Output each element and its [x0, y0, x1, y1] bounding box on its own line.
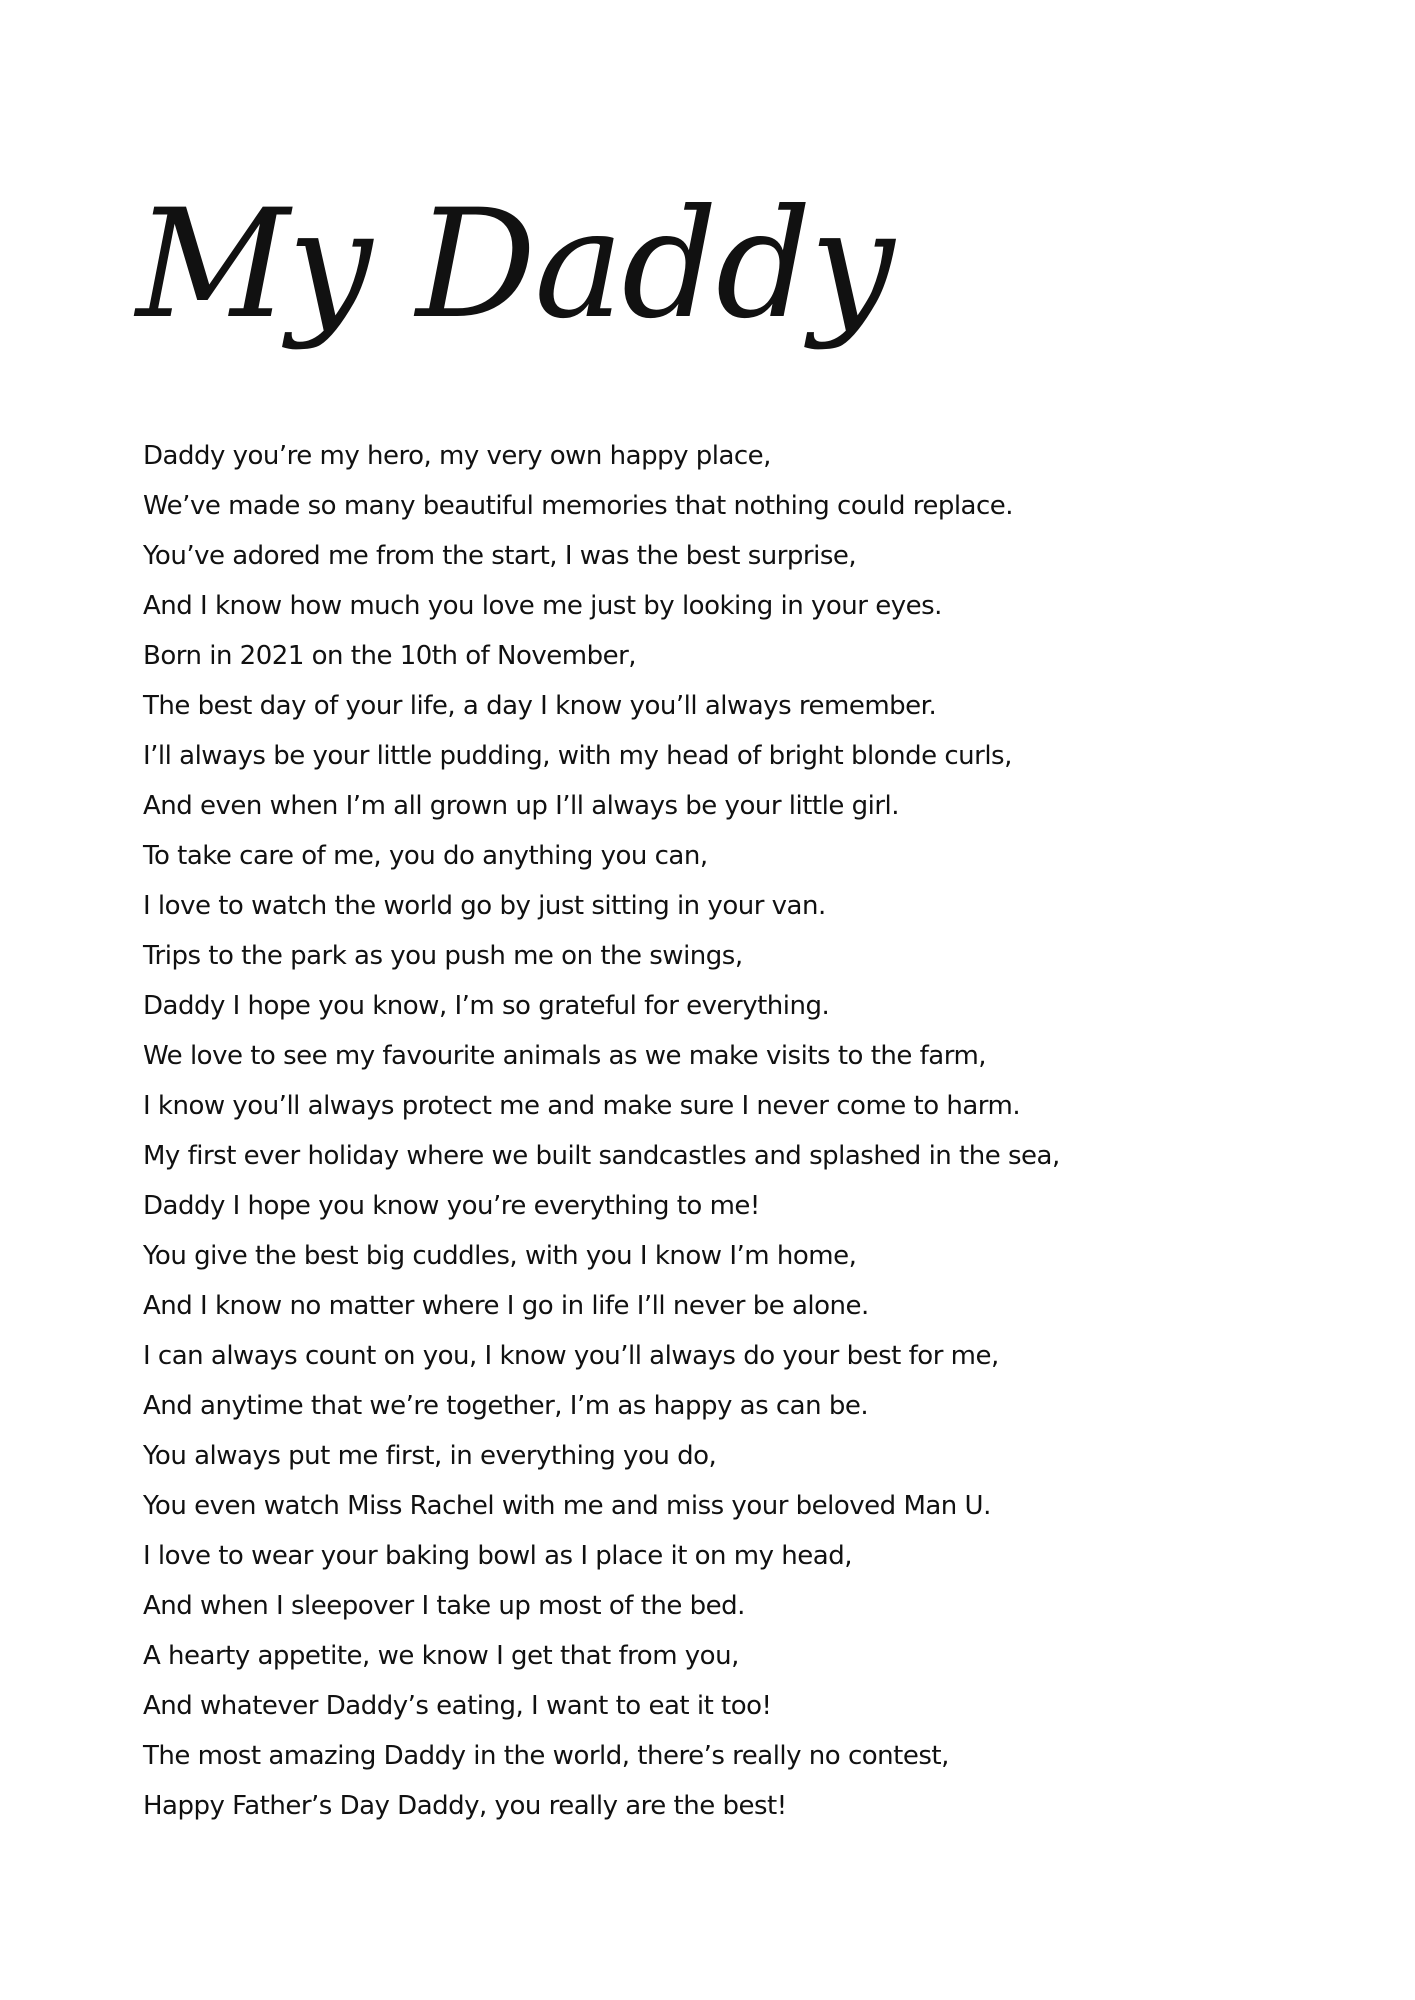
- poem-line: And I know no matter where I go in life I’ll never be alone.: [143, 1291, 869, 1321]
- poem-line: Daddy you’re my hero, my very own happy place,: [143, 441, 771, 471]
- poem-line: Happy Father’s Day Daddy, you really are the best!: [143, 1791, 787, 1821]
- poem-line: The most amazing Daddy in the world, there’s really no contest,: [143, 1741, 949, 1771]
- poem-line: I’ll always be your little pudding, with my head of bright blonde curls,: [143, 741, 1012, 771]
- poem-line: I love to watch the world go by just sitting in your van.: [143, 891, 826, 921]
- poem-line: And even when I’m all grown up I’ll always be your little girl.: [143, 791, 900, 821]
- poem-line: Trips to the park as you push me on the swings,: [143, 941, 743, 971]
- poem-line: We’ve made so many beautiful memories that nothing could replace.: [143, 491, 1014, 521]
- poem-line: Daddy I hope you know you’re everything to me!: [143, 1191, 760, 1221]
- poem-lines: [143, 431, 1060, 1831]
- poem-line: And when I sleepover I take up most of the bed.: [143, 1591, 745, 1621]
- poem-line: A hearty appetite, we know I get that from you,: [143, 1641, 739, 1671]
- poem-line: You always put me first, in everything you do,: [143, 1441, 717, 1471]
- poem-line: And whatever Daddy’s eating, I want to eat it too!: [143, 1691, 772, 1721]
- poem-line: I love to wear your baking bowl as I place it on my head,: [143, 1541, 852, 1571]
- poem-line: You give the best big cuddles, with you I know I’m home,: [143, 1241, 857, 1271]
- poem-line: The best day of your life, a day I know you’ll always remember.: [143, 691, 937, 721]
- poem-line: Daddy I hope you know, I’m so grateful for everything.: [143, 991, 830, 1021]
- poem-line: We love to see my favourite animals as we make visits to the farm,: [143, 1041, 987, 1071]
- poem-line: Born in 2021 on the 10th of November,: [143, 641, 637, 671]
- poem-line: And I know how much you love me just by looking in your eyes.: [143, 591, 942, 621]
- poem-line: My first ever holiday where we built sandcastles and splashed in the sea,: [143, 1141, 1060, 1171]
- poem-line: You even watch Miss Rachel with me and miss your beloved Man U.: [143, 1491, 991, 1521]
- poem-line: I can always count on you, I know you’ll always do your best for me,: [143, 1341, 999, 1371]
- poem-line: I know you’ll always protect me and make sure I never come to harm.: [143, 1091, 1021, 1121]
- poem-line: And anytime that we’re together, I’m as happy as can be.: [143, 1391, 869, 1421]
- poem-title: My Daddy: [136, 178, 893, 352]
- poem-line: To take care of me, you do anything you can,: [143, 841, 708, 871]
- poem-line: You’ve adored me from the start, I was the best surprise,: [143, 541, 857, 571]
